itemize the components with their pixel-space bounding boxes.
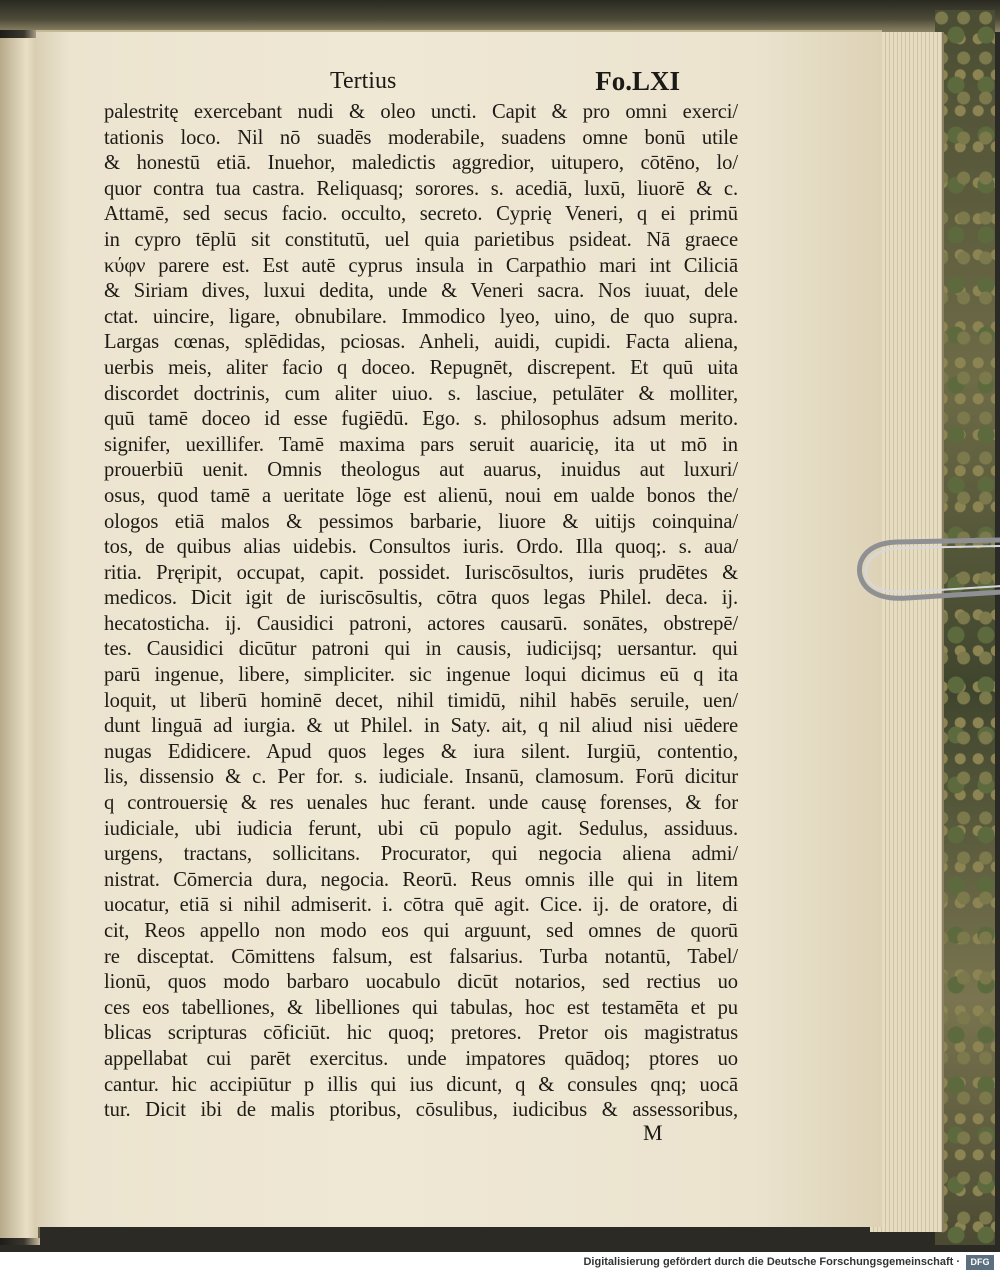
text-line: cantur. hic accipiūtur p illis qui ius dicunt, q & consules qnq; uocā — [104, 1073, 738, 1096]
running-head-title: Tertius — [330, 68, 397, 94]
text-line: prouerbiū uenit. Omnis theologus aut auarus, inuidus aut luxuri/ — [104, 459, 738, 482]
text-line: loquit, ut liberū hominē decet, nihil timidū, nihil habēs seruile, uen/ — [104, 689, 738, 712]
text-line: ces eos tabelliones, & libelliones qui tabulas, hoc est testamēta et pu — [104, 996, 738, 1019]
text-line: iudiciale, ubi iudicia ferunt, ubi cū populo agit. Sedulus, assiduus. — [104, 817, 738, 840]
text-line: quor contra tua castra. Reliquasq; sorores. s. acediā, luxū, liuorē & c. — [104, 177, 738, 200]
catchword: M — [643, 1120, 663, 1145]
text-line: Attamē, sed secus facio. occulto, secreto. Cyprię Veneri, q ei primū — [104, 203, 738, 226]
text-line: discordet doctrinis, cum aliter uiuo. s. lasciue, petulāter & molliter, — [104, 382, 738, 405]
text-line: & honestū etiā. Inuehor, maledictis aggredior, uitupero, cōtēno, lo/ — [104, 152, 738, 175]
dfg-logo: DFG — [966, 1255, 994, 1270]
text-line: uocatur, etiā si nihil admiserit. i. cōtra quē agit. Cice. ij. de oratore, di — [104, 894, 738, 917]
text-line: nugas Edidicere. Apud quos leges & iura silent. Iurgiū, contentio, — [104, 740, 738, 763]
text-line: uerbis meis, aliter facio q doceo. Repugnēt, discrepent. Et quū uita — [104, 356, 738, 379]
text-line: hecatosticha. ij. Causidici patroni, actores causarū. sonātes, obstrepē/ — [104, 612, 738, 635]
text-line: nistrat. Cōmercia dura, negocia. Reorū. Reus omnis ille qui in litem — [104, 868, 738, 891]
page-text-block — [104, 100, 738, 1124]
text-line: Largas cœnas, splēdidas, pciosas. Anheli, auidi, cupidi. Facta aliena, — [104, 331, 738, 354]
text-line: appellabat cui parēt exercitus. unde impatores quādoq; ptores uo — [104, 1047, 738, 1070]
text-line: quū tamē doceo id esse fugiēdū. Ego. s. philosophus adsum merito. — [104, 408, 738, 431]
text-line: q controuersię & res uenales huc ferant. unde causę forenses, & for — [104, 792, 738, 815]
text-line: urgens, tractans, sollicitans. Procurator, qui negocia aliena admi/ — [104, 843, 738, 866]
text-line: cit, Reos appello non modo eos qui arguunt, sed omnes de quorū — [104, 920, 738, 942]
text-line: in cypro tēplū sit constitutū, uel quia parietibus psideat. Nā graece — [104, 228, 738, 251]
text-line: dunt linguā ad iurgia. & ut Philel. in Saty. ait, q nil aliud nisi uēdere — [104, 715, 738, 738]
book-cover-top — [0, 0, 1000, 32]
text-line: medicos. Dicit igit de iuriscōsultis, cōtra quos legas Philel. deca. ij. — [104, 587, 738, 610]
paper-clip-icon — [852, 530, 1000, 620]
text-line: parū ingenue, libere, simpliciter. sic ingenue loqui dicimus eū q ita — [104, 664, 738, 687]
facing-page-edge — [0, 38, 40, 1238]
text-line: tur. Dicit ibi de malis ptoribus, cōsulibus, iudicibus & assessoribus, — [104, 1099, 738, 1122]
text-line: κύφν parere est. Est autē cyprus insula in Carpathio mari int Ciliciā — [104, 254, 738, 277]
text-line: ologos etiā malos & pessimos barbarie, liuore & uitijs coinquina/ — [104, 510, 738, 533]
text-line: lis, dissensio & c. Per for. s. iudiciale. Insanū, clamosum. Forū dicitur — [104, 766, 738, 789]
text-line: & Siriam dives, luxui dedita, unde & Veneri sacra. Nos iuuat, dele — [104, 280, 738, 303]
text-line: re disceptat. Cōmittens falsum, est falsarius. Turba notantū, Tabel/ — [104, 945, 738, 968]
text-line: tes. Causidici dicūtur patroni qui in causis, iudicijsq; uersantur. qui — [104, 638, 738, 661]
text-line: tos, de quibus alias uidebis. Consultos iuris. Ordo. Illa quoq;. s. aua/ — [104, 536, 738, 559]
running-head — [330, 68, 690, 102]
text-line: signifer, uexillifer. Tamē maxima pars seruit auaricię, ita ut mō in — [104, 433, 738, 456]
text-line: blicas scripturas cōficiūt. hic quoq; pretores. Pretor ois magistratus — [104, 1022, 738, 1045]
text-line: ctat. uincire, ligare, obnubilare. Immodico lyeo, uino, de quo supra. — [104, 305, 738, 328]
funding-credit: Digitalisierung gefördert durch die Deutsche Forschungsgemeinschaft · — [583, 1256, 960, 1268]
footer-bar — [0, 1252, 1000, 1275]
text-line: ritia. Pręripit, occupat, capit. possidet. Iuriscōsultos, iuris prudētes & — [104, 561, 738, 584]
text-line: tationis loco. Nil nō suadēs moderabile, suadens omne bonū utile — [104, 126, 738, 149]
marbled-cover-right — [935, 10, 995, 1245]
text-line: palestritę exercebant nudi & oleo uncti. Capit & pro omni exerci/ — [104, 101, 738, 123]
folio-number: Fo.LXI — [595, 66, 680, 96]
text-line: osus, quod tamē a ueritate lōge est alienū, noui em ualde bonos the/ — [104, 484, 738, 507]
text-line: lionū, quos modo barbaro uocabulo dicūt notarios, sed rectius uo — [104, 971, 738, 994]
